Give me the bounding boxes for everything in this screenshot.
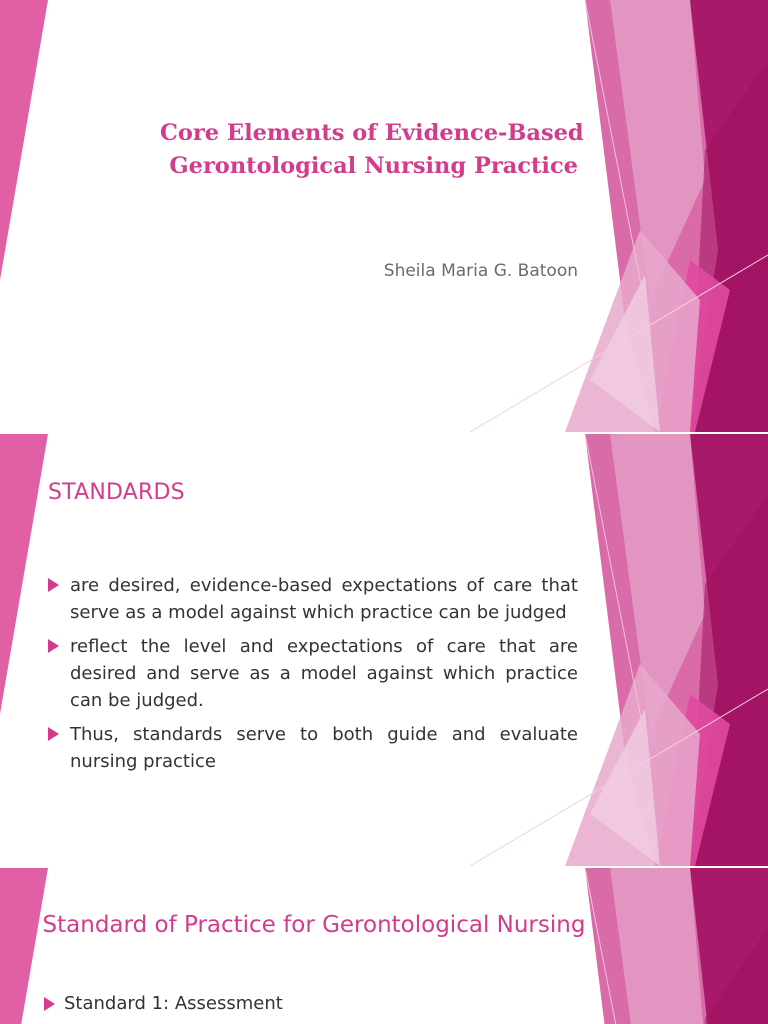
arrow-bullet-icon: [44, 997, 55, 1011]
arrow-bullet-icon: [48, 727, 59, 741]
bullet-list: [48, 572, 578, 782]
bullet-text: are desired, evidence-based expectations of care that serve as a model against which practice can be judged: [70, 575, 578, 623]
bullet-text: Thus, standards serve to both guide and evaluate nursing practice: [70, 724, 578, 772]
arrow-bullet-icon: [48, 578, 59, 592]
slide-title-text: Standard of Practice for Gerontological Nursing: [42, 912, 586, 938]
slide-decoration: [0, 0, 768, 432]
bullet-text: Standard 1: Assessment: [64, 993, 283, 1014]
title-line-1: Core Elements of Evidence-Based: [160, 120, 584, 146]
arrow-bullet-icon: [48, 639, 59, 653]
bullet-item: [48, 572, 578, 626]
section-heading: STANDARDS: [48, 480, 185, 505]
bullet-item: [48, 721, 578, 775]
slide-title: [0, 0, 768, 432]
bullet-text: reflect the level and expectations of care that are desired and serve as a model against which practice can be judged.: [70, 636, 578, 711]
title-line-2: Gerontological Nursing Practice: [169, 153, 578, 179]
author-name: Sheila Maria G. Batoon: [383, 261, 578, 281]
bullet-item: [48, 633, 578, 714]
presentation-title: [160, 117, 584, 183]
bullet-item: [44, 990, 283, 1017]
